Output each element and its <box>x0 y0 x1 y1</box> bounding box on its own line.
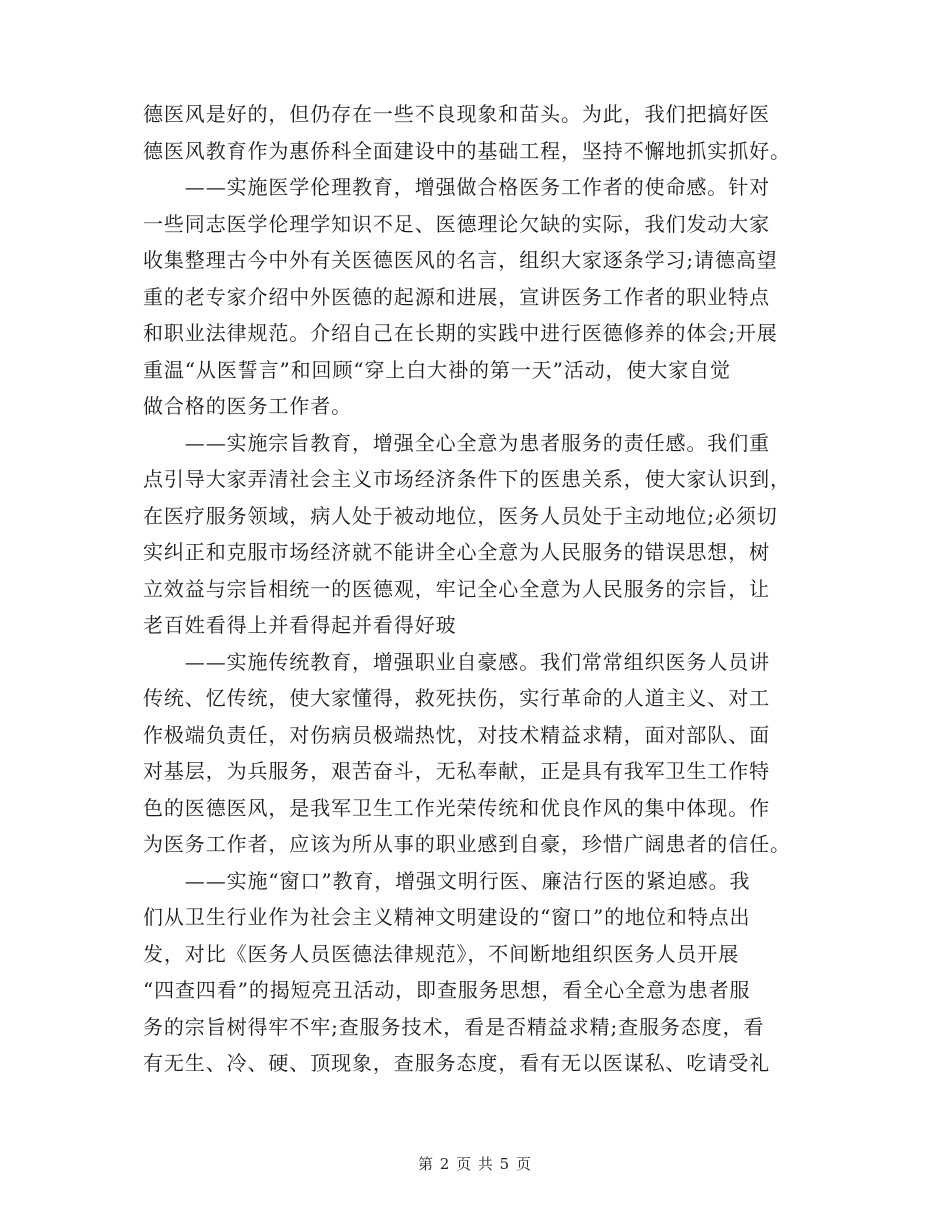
text-line: 点引导大家弄清社会主义市场经济条件下的医患关系，使大家认识到， <box>143 467 791 491</box>
text-line: 德医风教育作为惠侨科全面建设中的基础工程，坚持不懈地抓实抓好。 <box>143 138 791 163</box>
text-line: ——实施传统教育，增强职业自豪感。我们常常组织医务人员讲 <box>143 649 770 674</box>
text-line: 实纠正和克服市场经济就不能讲全心全意为人民服务的错误思想，树 <box>143 540 770 564</box>
text-line: 重的老专家介绍中外医德的起源和进展，宣讲医务工作者的职业特点 <box>143 284 770 309</box>
text-line: ——实施宗旨教育，增强全心全意为患者服务的责任感。我们重 <box>143 430 770 455</box>
page-number-footer: 第 2 页 共 5 页 <box>418 1155 532 1173</box>
text-line: 重温“从医誓言”和回顾“穿上白大褂的第一天”活动，使大家自觉 <box>143 357 731 382</box>
text-line: 做合格的医务工作者。 <box>143 394 352 418</box>
text-line: ——实施“窗口”教育，增强文明行医、廉洁行医的紧迫感。我 <box>143 868 751 893</box>
text-line: 收集整理古今中外有关医德医风的名言，组织大家逐条学习;请德高望 <box>143 248 778 272</box>
text-line: 色的医德医风，是我军卫生工作光荣传统和优良作风的集中体现。作 <box>143 795 770 820</box>
text-line: 传统、忆传统，使大家懂得，救死扶伤，实行革命的人道主义、对工 <box>143 686 770 710</box>
text-line: 在医疗服务领域，病人处于被动地位，医务人员处于主动地位;必须切 <box>143 503 778 528</box>
text-line: 们从卫生行业作为社会主义精神文明建设的“窗口”的地位和特点出 <box>143 905 751 929</box>
text-line: “四查四看”的揭短亮丑活动，即查服务思想，看全心全意为患者服 <box>143 978 751 1002</box>
text-line: 老百姓看得上并看得起并看得好玻 <box>143 613 457 637</box>
text-line: 和职业法律规范。介绍自己在长期的实践中进行医德修养的体会;开展 <box>143 321 778 345</box>
text-line: 发，对比《医务人员医德法律规范》，不间断地组织医务人员开展 <box>143 941 740 966</box>
text-line: ——实施医学伦理教育，增强做合格医务工作者的使命感。针对 <box>143 175 770 199</box>
text-line: 作极端负责任，对伤病员极端热忱，对技术精益求精，面对部队、面 <box>143 722 770 747</box>
text-line: 一些同志医学伦理学知识不足、医德理论欠缺的实际，我们发动大家 <box>143 211 770 236</box>
text-line: 对基层，为兵服务，艰苦奋斗，无私奉献，正是具有我军卫生工作特 <box>143 759 770 783</box>
text-line: 立效益与宗旨相统一的医德观，牢记全心全意为人民服务的宗旨，让 <box>143 576 770 601</box>
text-line: 有无生、冷、硬、顶现象，查服务态度，看有无以医谋私、吃请受礼 <box>143 1051 770 1075</box>
text-line: 德医风是好的，但仍存在一些不良现象和苗头。为此，我们把搞好医 <box>143 102 770 126</box>
text-line: 务的宗旨树得牢不牢;查服务技术，看是否精益求精;查服务态度，看 <box>143 1014 765 1039</box>
text-line: 为医务工作者，应该为所从事的职业感到自豪，珍惜广阔患者的信任。 <box>143 832 791 856</box>
body-text <box>143 96 808 1082</box>
